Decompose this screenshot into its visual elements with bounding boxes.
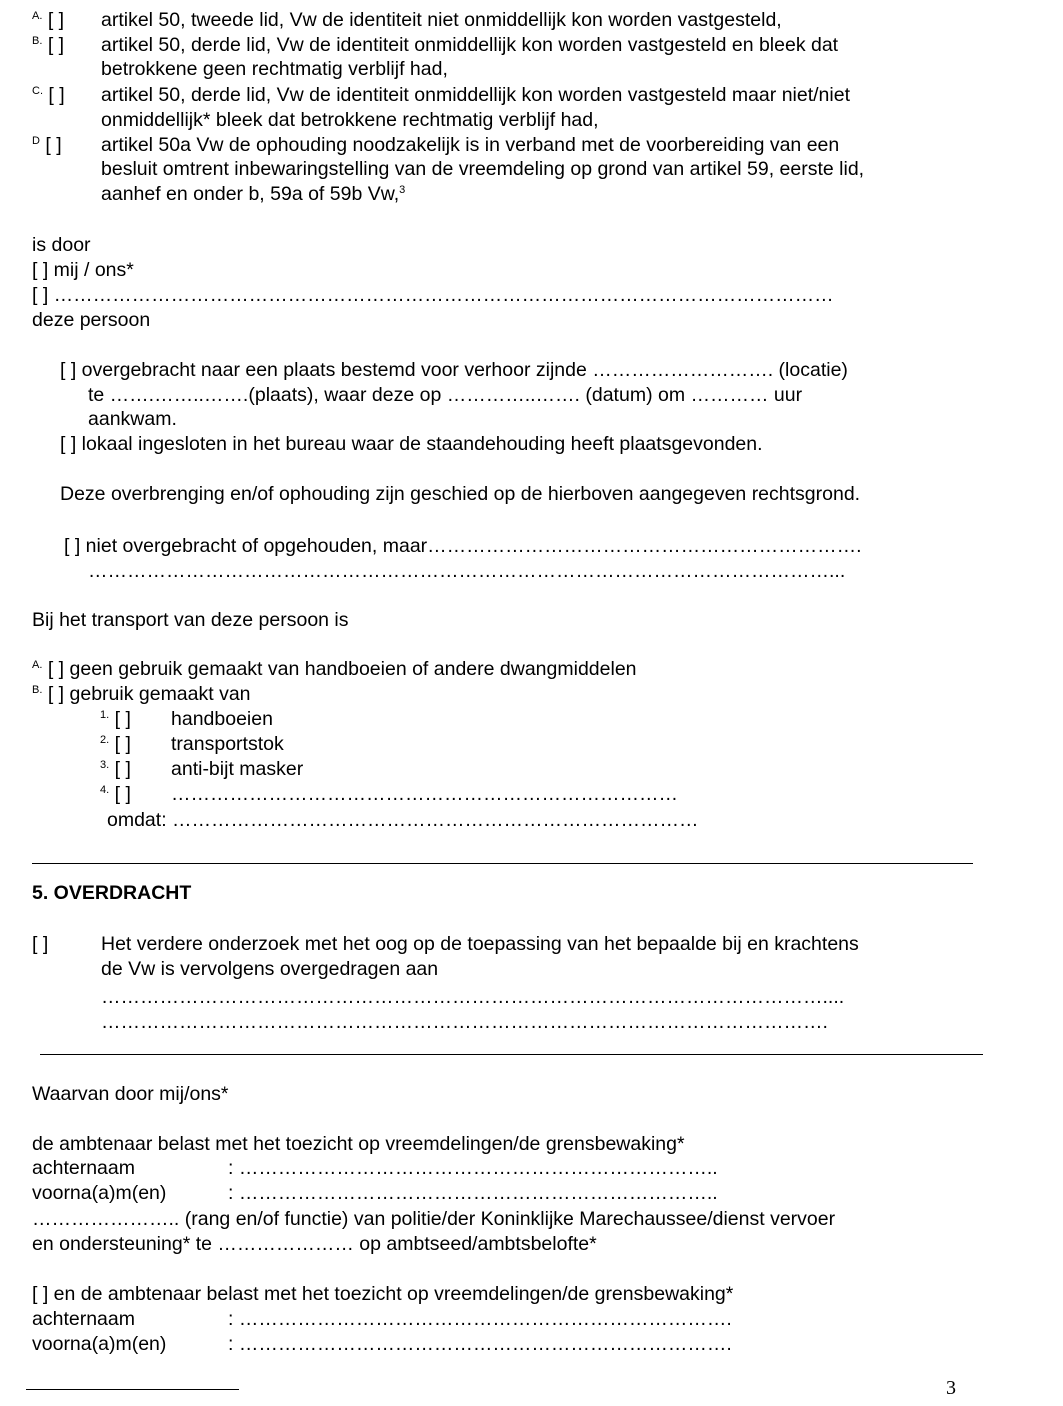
transport-option-a[interactable]: $^{A.}$ [ ] geen gebruik gemaakt van handboeien of andere dwangmiddelen xyxy=(32,658,637,680)
is-door-option-mij-ons[interactable]: [ ] mij / ons* xyxy=(32,259,134,281)
page-number: 3 xyxy=(946,1377,956,1399)
legal-basis-a-text: artikel 50, tweede lid, Vw de identiteit niet onmiddellijk kon worden vastgesteld, xyxy=(101,9,782,31)
legal-basis-c-marker: $^{C.}$ [ ] xyxy=(32,84,65,106)
overdracht-text-line1: Het verdere onderzoek met het oog op de toepassing van het bepaalde bij en krachtens xyxy=(101,933,859,955)
transport-item-3-box[interactable]: $^{3.}$ [ ] xyxy=(100,758,131,780)
legal-basis-c-line1: artikel 50, derde lid, Vw de identiteit onmiddellijk kon worden vastgesteld maar niet/niet xyxy=(101,84,850,106)
transport-omdat-line: omdat: ……………………………………………………………………… xyxy=(107,809,699,831)
officer-2-voornaam-label: voorna(a)m(en) xyxy=(32,1333,167,1355)
transport-item-4-box[interactable]: $^{4.}$ [ ] xyxy=(100,783,131,805)
waarvan-label: Waarvan door mij/ons* xyxy=(32,1083,229,1105)
transfer-reason-dots: ……………………………………………………………………………………………………... xyxy=(88,560,846,582)
officer-1-achternaam-label: achternaam xyxy=(32,1157,135,1179)
officer-1-achternaam-field: : ……………………………………………………………….. xyxy=(228,1157,718,1179)
transport-item-1-label: handboeien xyxy=(171,708,273,730)
legal-basis-b-line2: betrokkene geen rechtmatig verblijf had, xyxy=(101,58,448,80)
officer-1-rank-line2: en ondersteuning* te ………………… op ambtseed/ambtsbelofte* xyxy=(32,1233,597,1255)
footnote-separator xyxy=(26,1389,239,1390)
is-door-option-other[interactable]: [ ] ………………………………………………………………………………………………………… xyxy=(32,284,834,306)
overdracht-text-line2: de Vw is vervolgens overgedragen aan xyxy=(101,958,439,980)
transport-option-b[interactable]: $^{B.}$ [ ] gebruik gemaakt van xyxy=(32,683,251,705)
transfer-location-line: te …….……..…….(plaats), waar deze op …………..……. (datum) om ………… uur xyxy=(88,384,803,406)
deze-persoon-label: deze persoon xyxy=(32,309,151,331)
transfer-option-overgebracht[interactable]: [ ] overgebracht naar een plaats bestemd voor verhoor zijnde ………………………. (locatie) xyxy=(60,359,848,381)
legal-basis-b-marker: $^{B.}$ [ ] xyxy=(32,34,65,56)
transport-item-4-dots: …………………………………………………………………… xyxy=(171,783,678,805)
officer-1-heading: de ambtenaar belast met het toezicht op vreemdelingen/de grensbewaking* xyxy=(32,1133,685,1155)
section-5-title: 5. OVERDRACHT xyxy=(32,882,192,904)
footnote-ref: 3 xyxy=(399,184,406,196)
officer-2-achternaam-label: achternaam xyxy=(32,1308,135,1330)
transfer-aankwam: aankwam. xyxy=(88,408,177,430)
transport-item-1-box[interactable]: $^{1.}$ [ ] xyxy=(100,708,131,730)
overdracht-dots-1: ………………………………………………………………………………………………….... xyxy=(101,986,845,1008)
section-divider-2 xyxy=(40,1054,983,1055)
is-door-label: is door xyxy=(32,234,91,256)
officer-1-rank-line1: ………………….. (rang en/of functie) van politie/der Koninklijke Marechaussee/dienst vervoer xyxy=(32,1208,836,1230)
legal-basis-d-line2: besluit omtrent inbewaringstelling van de vreemdeling op grond van artikel 59, eerste lid, xyxy=(101,158,865,180)
officer-2-achternaam-field: : …………………………………………………………………. xyxy=(228,1308,732,1330)
transport-intro: Bij het transport van deze persoon is xyxy=(32,609,349,631)
transport-item-2-box[interactable]: $^{2.}$ [ ] xyxy=(100,733,131,755)
legal-basis-a-marker: $^{A.}$ [ ] xyxy=(32,9,65,31)
overdracht-checkbox[interactable]: [ ] xyxy=(32,933,49,955)
officer-1-voornaam-field: : ……………………………………………………………….. xyxy=(228,1182,718,1204)
legal-basis-b-line1: artikel 50, derde lid, Vw de identiteit onmiddellijk kon worden vastgesteld en bleek dat xyxy=(101,34,839,56)
transfer-option-niet-overgebracht[interactable]: [ ] niet overgebracht of opgehouden, maar…………………………………………………………. xyxy=(64,535,862,557)
legal-basis-d-line3: aanhef en onder b, 59a of 59b Vw,$^3$ xyxy=(101,183,406,205)
transport-item-3-label: anti-bijt masker xyxy=(171,758,304,780)
transfer-option-ingesloten[interactable]: [ ] lokaal ingesloten in het bureau waar de staandehouding heeft plaatsgevonden. xyxy=(60,433,763,455)
section-divider-1 xyxy=(32,863,973,864)
officer-2-voornaam-field: : …………………………………………………………………. xyxy=(228,1333,732,1355)
legal-basis-c-line2: onmiddellijk* bleek dat betrokkene rechtmatig verblijf had, xyxy=(101,109,599,131)
officer-2-option[interactable]: [ ] en de ambtenaar belast met het toezicht op vreemdelingen/de grensbewaking* xyxy=(32,1283,734,1305)
transfer-statement: Deze overbrenging en/of ophouding zijn geschied op de hierboven aangegeven rechtsgrond. xyxy=(60,483,861,505)
transport-item-2-label: transportstok xyxy=(171,733,284,755)
legal-basis-d-marker: $^D$ [ ] xyxy=(32,134,62,156)
overdracht-dots-2: …………………………………………………………………………………………………. xyxy=(101,1011,828,1033)
legal-basis-d-line1: artikel 50a Vw de ophouding noodzakelijk is in verband met de voorbereiding van een xyxy=(101,134,840,156)
officer-1-voornaam-label: voorna(a)m(en) xyxy=(32,1182,167,1204)
